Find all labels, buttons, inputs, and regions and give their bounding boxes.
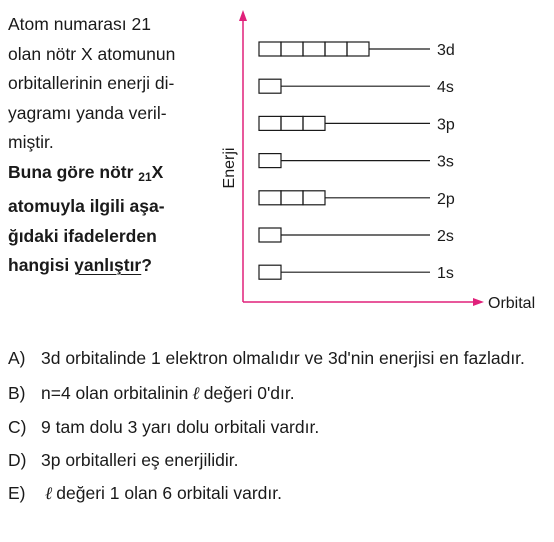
element-symbol: X xyxy=(151,161,164,182)
prompt-text: ? xyxy=(141,255,152,275)
orbital-level-1s xyxy=(259,265,454,282)
orbital-level-3d xyxy=(259,42,455,59)
intro-line: miştir. xyxy=(8,132,54,152)
orbital-box xyxy=(259,116,281,130)
option-letter: C) xyxy=(8,417,27,437)
answer-options xyxy=(8,344,548,511)
orbital-box xyxy=(259,42,281,56)
option-letter: B) xyxy=(8,383,26,403)
prompt-text: hangisi xyxy=(8,255,75,275)
prompt-line: atomuyla ilgili aşa- xyxy=(8,196,165,216)
option-text: değeri 1 olan 6 orbitali vardır. xyxy=(56,483,282,503)
orbital-label: 2s xyxy=(437,228,454,245)
prompt-text: Buna göre nötr xyxy=(8,161,139,182)
y-axis xyxy=(239,10,247,302)
intro-line: olan nötr X atomunun xyxy=(8,43,176,64)
option-b[interactable] xyxy=(8,377,548,411)
ell-symbol: ℓ xyxy=(192,384,200,404)
prompt-line: ğıdaki ifadelerden xyxy=(8,225,157,246)
intro-line: orbitallerinin enerji di- xyxy=(8,73,175,93)
x-axis xyxy=(243,298,484,306)
option-letter: E) xyxy=(8,483,26,503)
orbital-label: 3p xyxy=(437,116,455,134)
orbital-levels xyxy=(259,42,455,282)
orbital-level-4s xyxy=(259,79,454,96)
option-text: 9 tam dolu 3 yarı dolu orbitali vardır. xyxy=(41,417,320,437)
option-letter: A) xyxy=(8,348,26,368)
x-axis-label: Orbital xyxy=(488,295,536,312)
option-text: n=4 olan orbitalinin xyxy=(41,383,189,403)
orbital-label: 4s xyxy=(437,79,454,97)
orbital-box xyxy=(259,154,281,168)
option-text: 3d orbitalinde 1 elektron olmalıdır ve 3d'nin enerjisi en fazladır. xyxy=(41,348,525,368)
option-e[interactable] xyxy=(8,477,548,511)
option-text: değeri 0'dır. xyxy=(203,383,295,403)
orbital-box xyxy=(325,42,347,56)
orbital-box xyxy=(303,116,325,130)
orbital-box xyxy=(281,42,303,56)
orbital-label: 1s xyxy=(437,265,454,283)
orbital-box xyxy=(303,42,325,56)
option-c[interactable] xyxy=(8,411,548,444)
orbital-level-3s xyxy=(259,154,454,171)
intro-line: yagramı yanda veril- xyxy=(8,102,167,123)
orbital-box xyxy=(281,191,303,205)
orbital-box xyxy=(259,79,281,93)
orbital-box xyxy=(347,42,369,56)
orbital-box xyxy=(281,116,303,130)
orbital-box xyxy=(303,191,325,205)
atomic-number-subscript: 21 xyxy=(138,169,152,184)
underlined-keyword: yanlıştır xyxy=(74,255,142,275)
orbital-box xyxy=(259,265,281,279)
orbital-level-2p xyxy=(259,191,455,208)
orbital-label: 2p xyxy=(437,190,455,208)
option-text: 3p orbitalleri eş enerjilidir. xyxy=(41,450,239,470)
y-axis-label: Enerji xyxy=(221,147,238,189)
option-a[interactable] xyxy=(8,344,548,372)
intro-line: Atom numarası 21 xyxy=(8,14,151,34)
option-letter: D) xyxy=(8,450,27,470)
orbital-level-2s xyxy=(259,228,454,245)
ell-symbol: ℓ xyxy=(45,484,53,504)
orbital-label: 3s xyxy=(437,153,454,171)
orbital-box xyxy=(259,228,281,242)
orbital-label: 3d xyxy=(437,42,455,59)
orbital-box xyxy=(259,191,281,205)
orbital-level-3p xyxy=(259,116,455,133)
option-d[interactable] xyxy=(8,444,548,477)
